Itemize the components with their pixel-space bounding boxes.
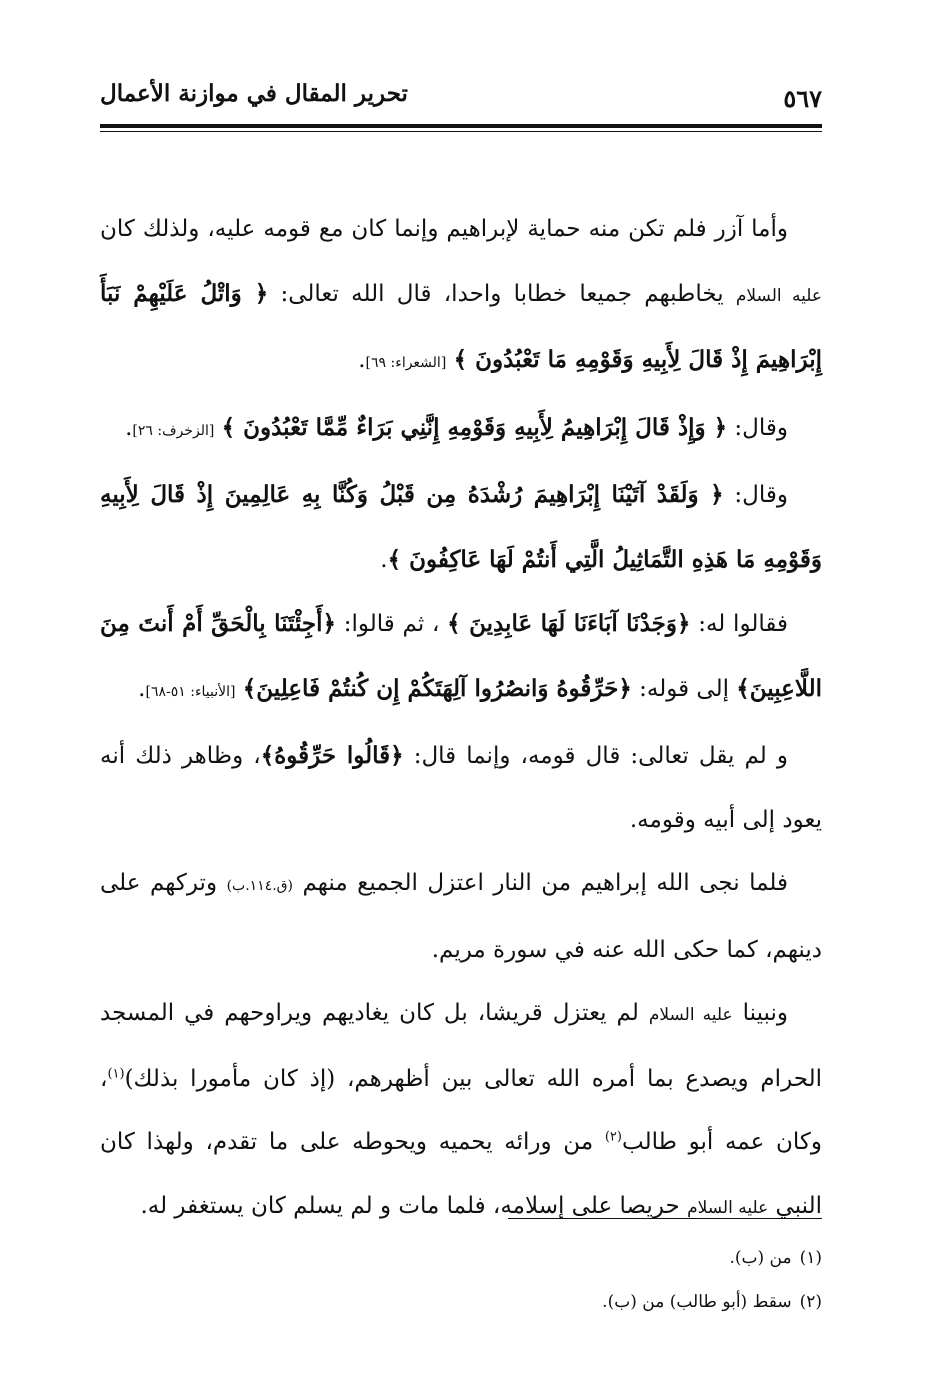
footnote-text: من (ب). bbox=[729, 1248, 792, 1268]
honorific-glyph: عليه السلام bbox=[648, 1005, 733, 1025]
quran-verse: ﴿وَجَدْنَا آبَاءَنَا لَهَا عَابِدِينَ ﴾ bbox=[447, 610, 691, 637]
honorific-glyph: عليه السلام bbox=[735, 285, 822, 306]
running-header bbox=[100, 78, 822, 118]
footnote-separator bbox=[508, 1218, 822, 1219]
verse-reference: [الأنبياء: ٥١-٦٨] bbox=[145, 683, 236, 700]
quran-verse: ﴿ وَاتْلُ عَلَيْهِمْ نَبَأَ إِبْرَاهِيمَ إِذْ قَالَ لِأَبِيهِ وَقَوْمِهِ مَا تَعْبُدُونَ ﴾ bbox=[100, 279, 822, 373]
honorific-glyph: عليه السلام bbox=[687, 1197, 769, 1218]
paragraph-1: وأما آزر فلم تكن منه حماية لإبراهيم وإنما كان مع قومه عليه، ولذلك كان عليه السلام يخاطبهم جميعا خطابا واحدا، قال الله تعالى: ﴿ وَاتْلُ عَلَيْهِمْ نَبَأَ إِبْرَاهِيمَ إِذْ قَالَ لِأَبِيهِ وَقَوْمِهِ مَا تَعْبُدُونَ ﴾ [الشعراء: ٦٩]. bbox=[100, 216, 822, 373]
quran-verse: ﴿حَرِّقُوهُ وَانصُرُوا آلِهَتَكُمْ إِن كُنتُمْ فَاعِلِينَ﴾ bbox=[242, 674, 632, 702]
paragraph-3: وقال: ﴿ وَلَقَدْ آتَيْنَا إِبْرَاهِيمَ رُشْدَهُ مِن قَبْلُ وَكُنَّا بِهِ عَالِمِينَ إِذْ قَالَ لِأَبِيهِ وَقَوْمِهِ مَا هَذِهِ التَّمَاثِيلُ الَّتِي أَنتُمْ لَهَا عَاكِفُونَ ﴾. bbox=[100, 481, 822, 573]
footnote-marker-1[interactable]: (١) bbox=[107, 1065, 125, 1081]
paragraph-2: وقال: ﴿ وَإِذْ قَالَ إِبْرَاهِيمُ لِأَبِيهِ وَقَوْمِهِ إِنَّنِي بَرَاءٌ مِّمَّا تَعْبُدُونَ ﴾ [الزخرف: ٢٦]. bbox=[125, 413, 788, 441]
quran-verse: ﴿ وَلَقَدْ آتَيْنَا إِبْرَاهِيمَ رُشْدَهُ مِن قَبْلُ وَكُنَّا بِهِ عَالِمِينَ إِذْ قَالَ لِأَبِيهِ وَقَوْمِهِ مَا هَذِهِ التَّمَاثِيلُ الَّتِي أَنتُمْ لَهَا عَاكِفُونَ ﴾ bbox=[100, 481, 822, 573]
header-rule-thick bbox=[100, 124, 822, 128]
footnote-2 bbox=[100, 1280, 822, 1324]
paragraph-7: ونبينا عليه السلام لم يعتزل قريشا، بل كان يغاديهم ويراوحهم في المسجد الحرام ويصدع بما أمره الله تعالى بين أظهرهم، (إذ كان مأمورا بذلك)$^{(١)}$، وكان عمه أبو طالب$^{(٢)}$ من ورائه يحميه ويحوطه على ما تقدم، ولهذا كان النبي عليه السلام حريصا على إسلامه، فلما مات و لم يسلم كان يستغفر له. bbox=[100, 1000, 822, 1219]
body-text bbox=[100, 198, 822, 1240]
footnotes bbox=[100, 1236, 822, 1324]
quran-verse: ﴿أَجِئْتَنَا بِالْحَقِّ أَمْ أَنتَ مِنَ اللَّاعِبِينَ﴾ bbox=[100, 610, 822, 702]
header-rule-thin bbox=[100, 131, 822, 132]
paragraph-4: فقالوا له: ﴿وَجَدْنَا آبَاءَنَا لَهَا عَابِدِينَ ﴾ ، ثم قالوا: ﴿أَجِئْتَنَا بِالْحَقِّ أَمْ أَنتَ مِنَ اللَّاعِبِينَ﴾ إلى قوله: ﴿حَرِّقُوهُ وَانصُرُوا آلِهَتَكُمْ إِن كُنتُمْ فَاعِلِينَ﴾ [الأنبياء: ٥١-٦٨]. bbox=[100, 610, 822, 702]
book-title: تحرير المقال في موازنة الأعمال bbox=[100, 80, 408, 107]
manuscript-folio-ref: (ق.١١٤.ب) bbox=[226, 878, 293, 894]
verse-reference: [الزخرف: ٢٦] bbox=[132, 422, 215, 439]
verse-reference: [الشعراء: ٦٩] bbox=[365, 355, 447, 371]
footnote-number: (١) bbox=[799, 1248, 822, 1268]
footnote-1 bbox=[100, 1236, 822, 1280]
footnote-number: (٢) bbox=[799, 1292, 822, 1312]
paragraph-5: و لم يقل تعالى: قال قومه، وإنما قال: ﴿قَالُوا حَرِّقُوهُ﴾، وظاهر ذلك أنه يعود إلى أبيه وقومه. bbox=[100, 742, 822, 833]
page-number: ٥٦٧ bbox=[783, 84, 822, 113]
footnote-marker-2[interactable]: (٢) bbox=[604, 1129, 622, 1145]
quran-verse: ﴿ وَإِذْ قَالَ إِبْرَاهِيمُ لِأَبِيهِ وَقَوْمِهِ إِنَّنِي بَرَاءٌ مِّمَّا تَعْبُدُونَ ﴾ bbox=[221, 413, 728, 441]
paragraph-6: فلما نجى الله إبراهيم من النار اعتزل الجميع منهم (ق.١١٤.ب) وتركهم على دينهم، كما حكى الله عنه في سورة مريم. bbox=[100, 870, 822, 963]
footnote-text: سقط (أبو طالب) من (ب). bbox=[602, 1292, 792, 1312]
quran-verse: ﴿قَالُوا حَرِّقُوهُ﴾ bbox=[260, 742, 404, 769]
